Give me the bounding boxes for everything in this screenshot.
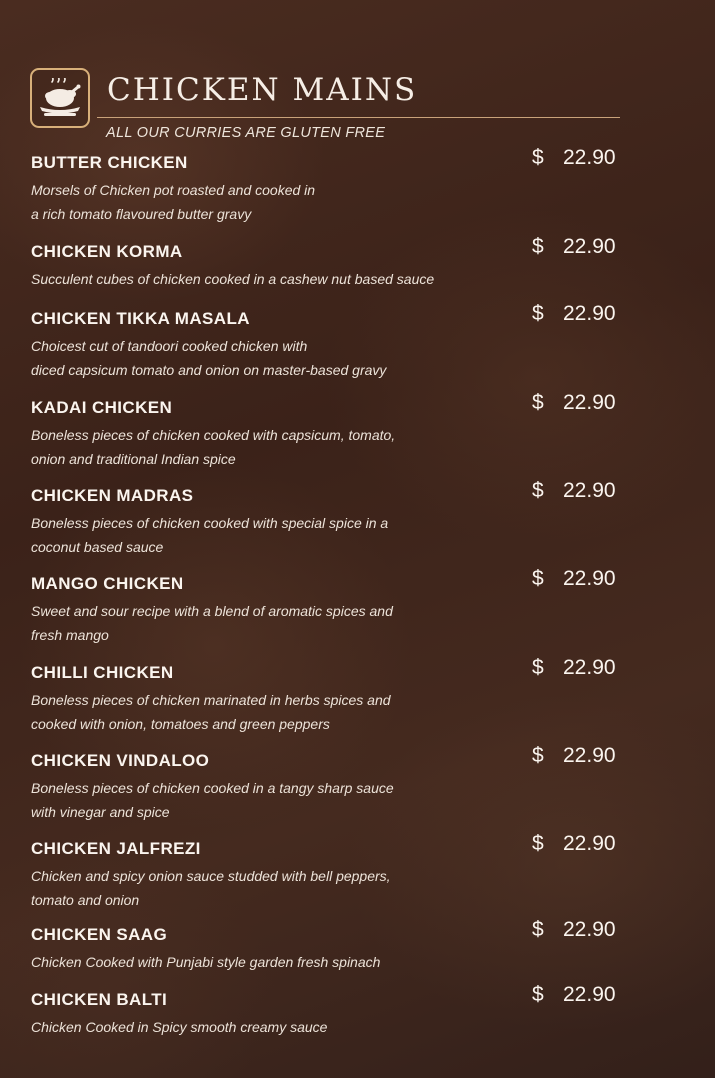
menu-item-name: BUTTER CHICKEN [31, 153, 188, 172]
title-divider [97, 117, 620, 118]
menu-item-name: CHICKEN KORMA [31, 242, 183, 261]
menu-item-description [31, 865, 391, 912]
description-line: Boneless pieces of chicken cooked with capsicum, tomato, [31, 427, 396, 443]
menu-item-name: KADAI CHICKEN [31, 398, 173, 417]
menu-item-description [31, 179, 315, 226]
description-line: coconut based sauce [31, 538, 164, 555]
menu-item-name: CHICKEN VINDALOO [31, 751, 210, 770]
description-line: cooked with onion, tomatoes and green peppers [31, 715, 330, 732]
menu-item-description [31, 268, 434, 292]
menu-item-description [31, 689, 391, 736]
menu-item-price [532, 744, 616, 768]
menu-item-description [31, 1016, 327, 1040]
menu-item-price [532, 567, 616, 591]
menu-item-price [532, 918, 616, 942]
menu-item-price [532, 146, 616, 170]
description-line: Morsels of Chicken pot roasted and cooked in [31, 182, 316, 198]
menu-item-name: CHICKEN SAAG [31, 925, 168, 944]
price-value: 22.90 [563, 391, 616, 414]
menu-item-description [31, 777, 394, 824]
menu-item-description [31, 951, 380, 975]
menu-item-name: CHICKEN JALFREZI [31, 839, 201, 858]
price-currency: $ [532, 235, 544, 258]
menu-item-description [31, 600, 393, 647]
menu-item-price [532, 656, 616, 680]
price-value: 22.90 [563, 656, 616, 679]
roast-chicken-platter-icon [30, 68, 90, 128]
description-line: with vinegar and spice [31, 803, 170, 820]
menu-item-description [31, 512, 388, 559]
section-header [30, 68, 620, 130]
price-value: 22.90 [563, 567, 616, 590]
menu-item-price [532, 235, 616, 259]
price-currency: $ [532, 302, 544, 325]
menu-item-price [532, 302, 616, 326]
menu-item-price [532, 391, 616, 415]
description-line: a rich tomato flavoured butter gravy [31, 205, 252, 222]
section-subtitle: ALL OUR CURRIES ARE GLUTEN FREE [106, 125, 386, 141]
description-line: fresh mango [31, 626, 109, 643]
description-line: onion and traditional Indian spice [31, 450, 236, 467]
price-value: 22.90 [563, 744, 616, 767]
description-line: Boneless pieces of chicken cooked with special spice in a [31, 515, 389, 531]
price-currency: $ [532, 832, 544, 855]
description-line: Sweet and sour recipe with a blend of aromatic spices and [31, 603, 393, 619]
price-currency: $ [532, 391, 544, 414]
price-currency: $ [532, 146, 544, 169]
price-value: 22.90 [563, 832, 616, 855]
menu-item-price [532, 479, 616, 503]
price-value: 22.90 [563, 918, 616, 941]
price-value: 22.90 [563, 235, 616, 258]
menu-item-description [31, 335, 386, 382]
menu-item-name: MANGO CHICKEN [31, 574, 184, 593]
description-line: Chicken and spicy onion sauce studded with bell peppers, [31, 868, 391, 884]
roast-chicken-svg [38, 78, 82, 120]
price-currency: $ [532, 656, 544, 679]
page-title: CHICKEN MAINS [107, 72, 418, 108]
price-currency: $ [532, 479, 544, 502]
price-currency: $ [532, 983, 544, 1006]
menu-item-description [31, 424, 395, 471]
menu-item-price [532, 983, 616, 1007]
price-currency: $ [532, 918, 544, 941]
price-value: 22.90 [563, 302, 616, 325]
description-line: Boneless pieces of chicken cooked in a tangy sharp sauce [31, 780, 394, 796]
price-value: 22.90 [563, 146, 616, 169]
price-currency: $ [532, 744, 544, 767]
description-line: Choicest cut of tandoori cooked chicken with [31, 338, 308, 354]
price-value: 22.90 [563, 983, 616, 1006]
menu-item-price [532, 832, 616, 856]
menu-item-name: CHICKEN MADRAS [31, 486, 194, 505]
menu-item-name: CHICKEN BALTI [31, 990, 168, 1009]
description-line: Boneless pieces of chicken marinated in herbs spices and [31, 692, 391, 708]
description-line: Chicken Cooked in Spicy smooth creamy sauce [31, 1019, 328, 1035]
description-line: Chicken Cooked with Punjabi style garden fresh spinach [31, 954, 381, 970]
description-line: Succulent cubes of chicken cooked in a cashew nut based sauce [31, 271, 435, 287]
description-line: tomato and onion [31, 891, 140, 908]
menu-item-name: CHICKEN TIKKA MASALA [31, 309, 250, 328]
price-value: 22.90 [563, 479, 616, 502]
menu-item-name: CHILLI CHICKEN [31, 663, 174, 682]
description-line: diced capsicum tomato and onion on master-based gravy [31, 361, 387, 378]
price-currency: $ [532, 567, 544, 590]
